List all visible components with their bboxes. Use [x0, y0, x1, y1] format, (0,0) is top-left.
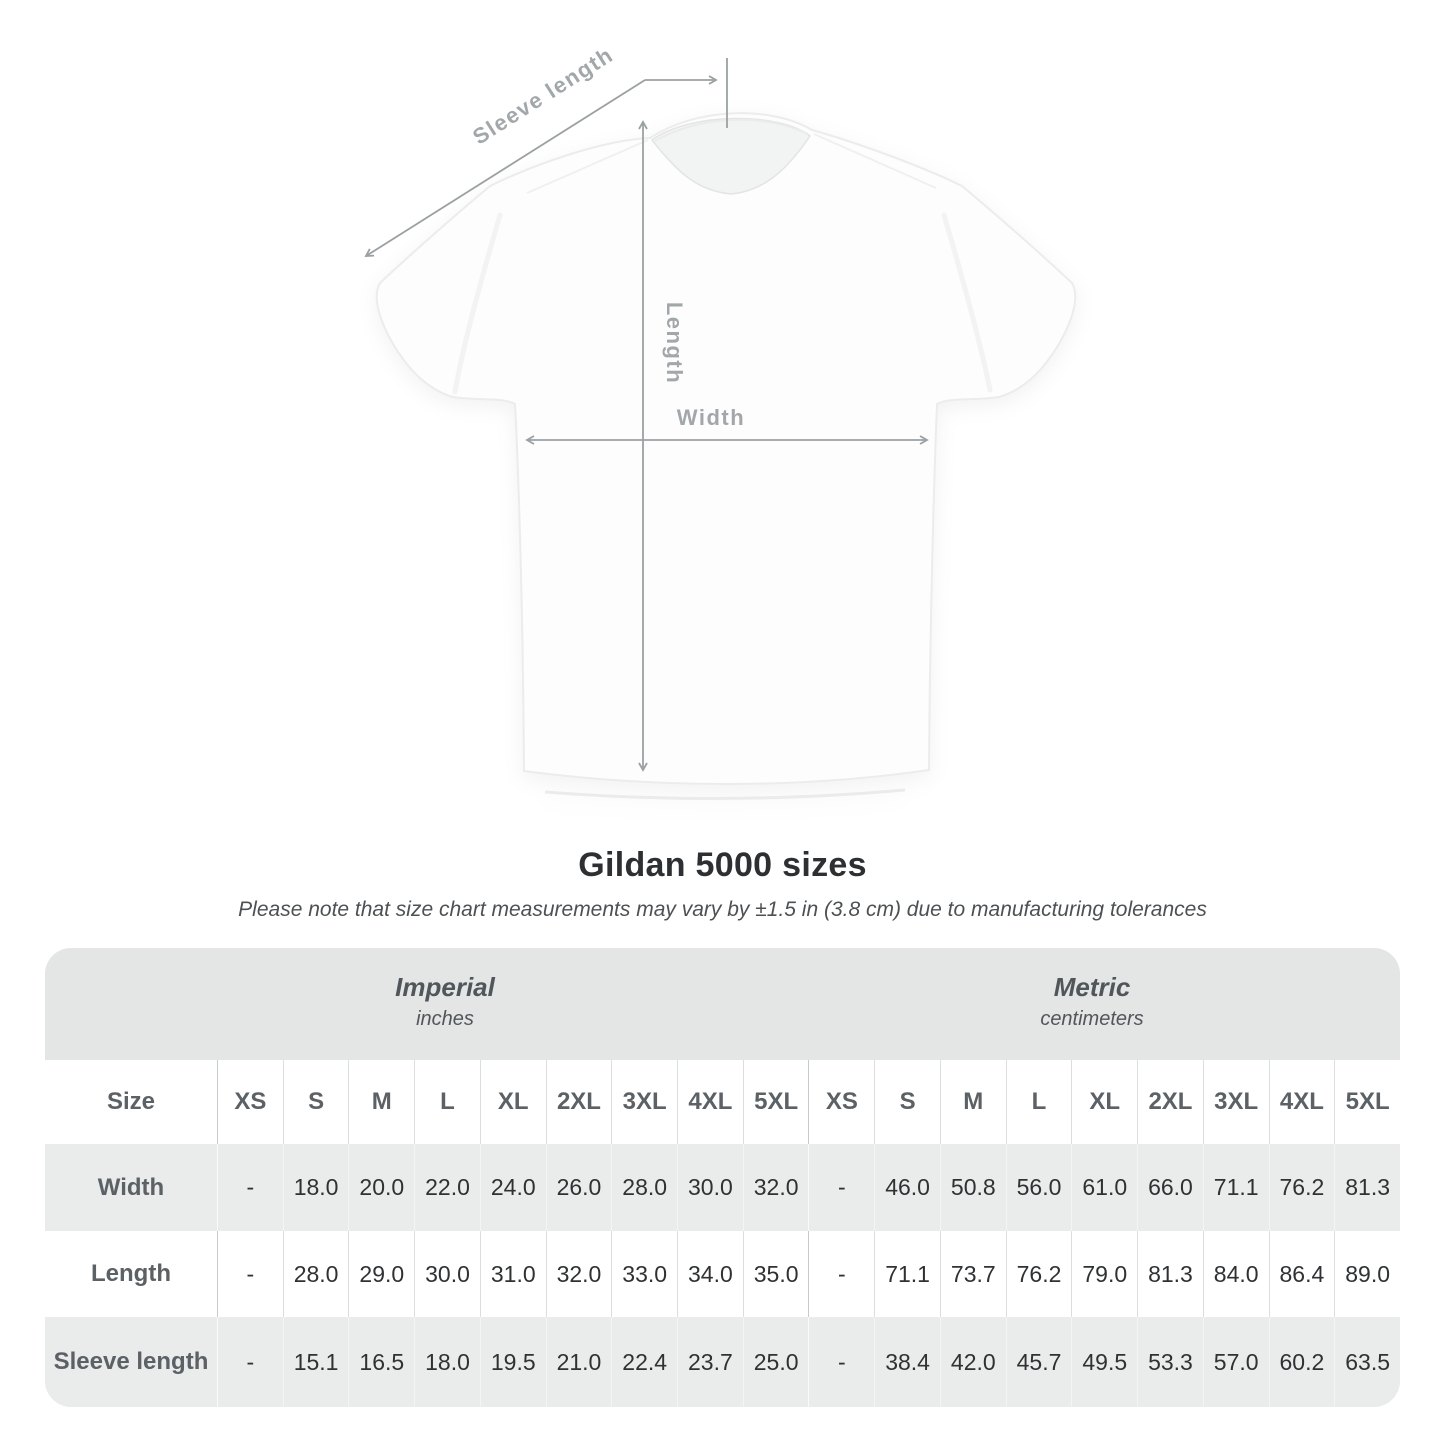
- size-col-header: XL: [480, 1060, 546, 1144]
- table-cell: 18.0: [283, 1144, 349, 1231]
- table-cell: -: [808, 1231, 874, 1317]
- size-col-header: L: [414, 1060, 480, 1144]
- table-cell: 30.0: [677, 1144, 743, 1231]
- table-cell: 16.5: [348, 1317, 414, 1407]
- size-col-header: 3XL: [611, 1060, 677, 1144]
- width-label: Width: [676, 405, 746, 430]
- size-col-header: XS: [217, 1060, 283, 1144]
- size-col-header: 5XL: [1334, 1060, 1400, 1144]
- size-col-header: 4XL: [1269, 1060, 1335, 1144]
- metric-heading: Metric: [1053, 972, 1131, 1002]
- size-col-header: M: [348, 1060, 414, 1144]
- size-col-header: 2XL: [546, 1060, 612, 1144]
- table-cell: 30.0: [414, 1231, 480, 1317]
- table-cell: 26.0: [546, 1144, 612, 1231]
- table-cell: 28.0: [283, 1231, 349, 1317]
- table-cell: 57.0: [1203, 1317, 1269, 1407]
- size-col-header: 4XL: [677, 1060, 743, 1144]
- imperial-heading: Imperial: [395, 972, 495, 1002]
- table-cell: -: [808, 1144, 874, 1231]
- table-cell: 84.0: [1203, 1231, 1269, 1317]
- table-cell: 31.0: [480, 1231, 546, 1317]
- table-cell: 73.7: [940, 1231, 1006, 1317]
- table-cell: 38.4: [874, 1317, 940, 1407]
- table-cell: 50.8: [940, 1144, 1006, 1231]
- table-cell: 63.5: [1334, 1317, 1400, 1407]
- table-cell: 35.0: [743, 1231, 809, 1317]
- table-cell: 81.3: [1137, 1231, 1203, 1317]
- tshirt-outline: [377, 113, 1075, 784]
- size-col-header: 2XL: [1137, 1060, 1203, 1144]
- table-cell: 22.0: [414, 1144, 480, 1231]
- size-col-header: S: [283, 1060, 349, 1144]
- table-cell: 18.0: [414, 1317, 480, 1407]
- table-cell: 23.7: [677, 1317, 743, 1407]
- table-cell: 76.2: [1269, 1144, 1335, 1231]
- table-cell: 21.0: [546, 1317, 612, 1407]
- size-col-header: 3XL: [1203, 1060, 1269, 1144]
- table-cell: 61.0: [1071, 1144, 1137, 1231]
- size-col-header: L: [1006, 1060, 1072, 1144]
- table-cell: 79.0: [1071, 1231, 1137, 1317]
- table-cell: 29.0: [348, 1231, 414, 1317]
- table-cell: 19.5: [480, 1317, 546, 1407]
- table-cell: 81.3: [1334, 1144, 1400, 1231]
- size-col-header: M: [940, 1060, 1006, 1144]
- table-cell: 25.0: [743, 1317, 809, 1407]
- table-cell: 22.4: [611, 1317, 677, 1407]
- table-cell: -: [808, 1317, 874, 1407]
- table-cell: -: [217, 1144, 283, 1231]
- tolerance-note: Please note that size chart measurements may vary by ±1.5 in (3.8 cm) due to manufacturing tolerances: [238, 898, 1207, 921]
- table-cell: 66.0: [1137, 1144, 1203, 1231]
- row-label: Width: [45, 1144, 217, 1231]
- table-cell: 76.2: [1006, 1231, 1072, 1317]
- sleeve-length-label: Sleeve length: [468, 41, 618, 150]
- unit-group-metric: [1040, 970, 1143, 1034]
- imperial-unit: inches: [416, 1008, 474, 1030]
- table-cell: 34.0: [677, 1231, 743, 1317]
- table-cell: -: [217, 1317, 283, 1407]
- table-cell: 60.2: [1269, 1317, 1335, 1407]
- table-cell: 28.0: [611, 1144, 677, 1231]
- table-cell: 89.0: [1334, 1231, 1400, 1317]
- size-column-header: Size: [45, 1060, 217, 1144]
- row-label: Sleeve length: [45, 1317, 217, 1407]
- table-unit-header: [45, 948, 1400, 1060]
- length-label: Length: [662, 301, 687, 385]
- table-cell: 53.3: [1137, 1317, 1203, 1407]
- table-cell: 71.1: [874, 1231, 940, 1317]
- size-col-header: XL: [1071, 1060, 1137, 1144]
- size-col-header: 5XL: [743, 1060, 809, 1144]
- table-cell: 32.0: [743, 1144, 809, 1231]
- tshirt-shape: [377, 113, 1075, 798]
- table-cell: 86.4: [1269, 1231, 1335, 1317]
- page-title: Gildan 5000 sizes: [578, 846, 867, 884]
- table-cell: 20.0: [348, 1144, 414, 1231]
- table-cell: 42.0: [940, 1317, 1006, 1407]
- table-cell: 32.0: [546, 1231, 612, 1317]
- table-cell: 33.0: [611, 1231, 677, 1317]
- row-label: Length: [45, 1231, 217, 1317]
- size-grid: [45, 1060, 1400, 1407]
- table-cell: 45.7: [1006, 1317, 1072, 1407]
- size-table: [45, 948, 1400, 1407]
- table-cell: 24.0: [480, 1144, 546, 1231]
- table-cell: 15.1: [283, 1317, 349, 1407]
- unit-group-imperial: [395, 970, 495, 1034]
- hem-shadow: [545, 790, 905, 799]
- table-cell: 56.0: [1006, 1144, 1072, 1231]
- metric-unit: centimeters: [1040, 1008, 1144, 1030]
- table-cell: -: [217, 1231, 283, 1317]
- table-cell: 71.1: [1203, 1144, 1269, 1231]
- table-cell: 46.0: [874, 1144, 940, 1231]
- size-col-header: S: [874, 1060, 940, 1144]
- table-cell: 49.5: [1071, 1317, 1137, 1407]
- size-col-header: XS: [808, 1060, 874, 1144]
